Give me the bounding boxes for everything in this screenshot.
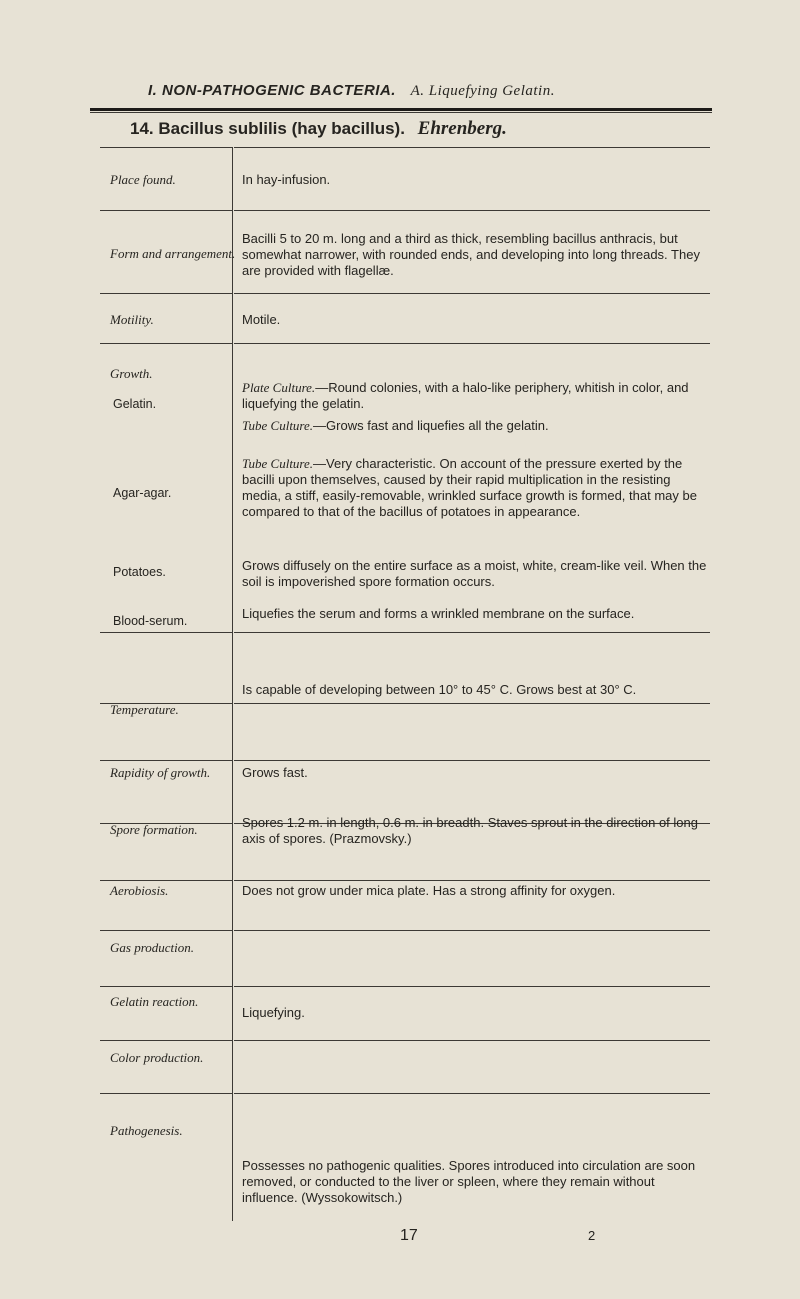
header-rule bbox=[90, 108, 712, 113]
agar-tube-culture-heading: Tube Culture. bbox=[242, 456, 314, 471]
plate-culture-text: —Round colonies, with a halo-like periphery, whitish in color, and liquefying the gelatin. bbox=[242, 380, 689, 411]
row-rule bbox=[234, 760, 710, 761]
row-rule bbox=[100, 930, 232, 931]
column-divider bbox=[232, 147, 233, 1221]
label-gas-production: Gas production. bbox=[110, 940, 195, 955]
label-aerobiosis: Aerobiosis. bbox=[110, 883, 169, 898]
row-rule bbox=[100, 147, 232, 148]
label-gelatin: Gelatin. bbox=[113, 397, 157, 411]
label-blood-serum: Blood-serum. bbox=[113, 614, 188, 628]
running-head bbox=[148, 82, 555, 100]
label-potatoes: Potatoes. bbox=[113, 565, 166, 579]
label-pathogenesis: Pathogenesis. bbox=[110, 1123, 183, 1138]
row-rule bbox=[234, 703, 710, 704]
row-rule bbox=[100, 632, 232, 633]
label-gelatin-reaction: Gelatin reaction. bbox=[110, 994, 199, 1009]
value-agar-tube bbox=[242, 456, 708, 520]
row-rule bbox=[234, 1093, 710, 1094]
row-rule bbox=[100, 880, 232, 881]
label-motility: Motility. bbox=[110, 312, 154, 327]
row-rule bbox=[100, 760, 232, 761]
label-form-arrangement: Form and arrangement. bbox=[110, 246, 236, 261]
row-rule bbox=[100, 986, 232, 987]
value-gelatin-reaction: Liquefying. bbox=[242, 1005, 305, 1020]
row-rule bbox=[234, 880, 710, 881]
row-rule bbox=[234, 632, 710, 633]
species-author: Ehrenberg. bbox=[417, 118, 507, 139]
value-aerobiosis: Does not grow under mica plate. Has a strong affinity for oxygen. bbox=[242, 883, 616, 898]
row-rule bbox=[234, 1040, 710, 1041]
label-spore-formation: Spore formation. bbox=[110, 822, 198, 837]
value-temperature: Is capable of developing between 10° to 45° C. Grows best at 30° C. bbox=[242, 682, 637, 697]
value-spore-formation: Spores 1.2 m. in length, 0.6 m. in breadth. Staves sprout in the direction of long axis of spores. (Prazmovsky.) bbox=[242, 815, 698, 846]
label-place-found: Place found. bbox=[110, 172, 176, 187]
row-rule bbox=[100, 1093, 232, 1094]
label-growth: Growth. bbox=[110, 366, 153, 381]
row-rule bbox=[100, 293, 232, 294]
row-rule bbox=[100, 1040, 232, 1041]
page-number: 17 bbox=[400, 1227, 418, 1244]
tube-culture-heading: Tube Culture. bbox=[242, 418, 314, 433]
row-rule bbox=[100, 343, 232, 344]
value-blood-serum: Liquefies the serum and forms a wrinkled membrane on the surface. bbox=[242, 606, 635, 621]
signature-mark: 2 bbox=[588, 1228, 596, 1243]
row-rule bbox=[100, 210, 232, 211]
value-place-found: In hay-infusion. bbox=[242, 172, 331, 187]
value-form-arrangement: Bacilli 5 to 20 m. long and a third as thick, resembling bacillus anthracis, but somewhat narrower, with rounded ends, and developing into long threads. They are provided with flagellæ. bbox=[242, 231, 700, 278]
value-gelatin-tube bbox=[242, 418, 708, 434]
row-rule bbox=[234, 293, 710, 294]
running-head-subsection: A. Liquefying Gelatin. bbox=[410, 83, 555, 99]
plate-culture-heading: Plate Culture. bbox=[242, 380, 316, 395]
running-head-section: I. NON-PATHOGENIC BACTERIA. bbox=[148, 82, 396, 99]
value-pathogenesis: Possesses no pathogenic qualities. Spores introduced into circulation are soon removed, or conducted to the liver or spleen, where they remain without influence. (Wyssokowitsch.) bbox=[242, 1158, 696, 1205]
agar-tube-culture-text: —Very characteristic. On account of the pressure exerted by the bacilli upon themselves, caused by their rapid multiplication in the resisting media, a stiff, easily-removable, wrinkled surface growth is formed, that may be compared to that of the bacillus of potatoes in appearance. bbox=[242, 456, 697, 519]
entry-title bbox=[130, 118, 507, 140]
label-color-production: Color production. bbox=[110, 1050, 204, 1065]
label-rapidity: Rapidity of growth. bbox=[110, 765, 211, 780]
value-rapidity: Grows fast. bbox=[242, 765, 308, 780]
label-temperature: Temperature. bbox=[110, 702, 179, 717]
tube-culture-text: —Grows fast and liquefies all the gelatin. bbox=[313, 418, 549, 433]
row-rule bbox=[234, 147, 710, 148]
value-potatoes: Grows diffusely on the entire surface as a moist, white, cream-like veil. When the soil is impoverished spore formation occurs. bbox=[242, 558, 707, 589]
row-rule bbox=[234, 986, 710, 987]
value-gelatin-plate bbox=[242, 380, 708, 412]
species-name: 14. Bacillus sublilis (hay bacillus). bbox=[130, 119, 405, 138]
row-rule bbox=[234, 210, 710, 211]
value-motility: Motile. bbox=[242, 312, 281, 327]
label-agar-agar: Agar-agar. bbox=[113, 486, 172, 500]
row-rule bbox=[234, 343, 710, 344]
row-rule bbox=[234, 930, 710, 931]
